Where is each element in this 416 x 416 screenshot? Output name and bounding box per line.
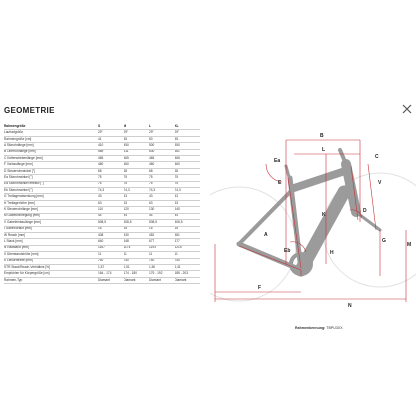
cell-value: 15 xyxy=(149,226,175,232)
cell-value: 460 xyxy=(98,162,124,168)
cell-value: Diamant xyxy=(124,277,150,283)
row-label: X Überstandshöhe [mm] xyxy=(4,252,98,258)
cell-value: 68 xyxy=(98,168,124,174)
cell-value: 508,5 xyxy=(149,220,175,226)
row-label: STR Stack/Reach-Verhältnis [%] xyxy=(4,264,98,270)
cell-value: 408 xyxy=(98,232,124,238)
geometry-table xyxy=(4,124,200,284)
cell-value: 452 xyxy=(149,232,175,238)
cell-value: 55 xyxy=(175,136,201,142)
label-f: F xyxy=(258,285,262,291)
column-header: Rahmengröße xyxy=(4,124,98,130)
cell-value: 465 xyxy=(175,156,201,162)
cell-value: 1193 xyxy=(149,245,175,251)
cell-value: 43 xyxy=(175,194,201,200)
cell-value: 677 xyxy=(149,239,175,245)
close-icon xyxy=(402,104,412,114)
cell-value: 1167 xyxy=(98,245,124,251)
cell-value: 450 xyxy=(124,143,150,149)
cell-value: 1,51 xyxy=(124,264,150,270)
frame-id-caption xyxy=(295,326,343,330)
cell-value: 15 xyxy=(124,226,150,232)
row-label: F Vorbaulänge [mm] xyxy=(4,162,98,168)
row-label: Ea Sitzrohrwinkel effektiv [°] xyxy=(4,181,98,187)
cell-value: 130 xyxy=(149,207,175,213)
cell-value: 740 xyxy=(175,258,201,264)
cell-value: 41 xyxy=(98,136,124,142)
label-n: N xyxy=(348,303,352,309)
cell-value: 661 xyxy=(175,149,201,155)
column-header: XL xyxy=(175,124,201,130)
dimension-lines xyxy=(215,140,406,302)
cell-value: 43 xyxy=(124,194,150,200)
cell-value: 68 xyxy=(124,168,150,174)
label-a: A xyxy=(264,232,268,238)
rear-wheel xyxy=(210,187,296,301)
cell-value: 43 xyxy=(98,194,124,200)
cell-value: 550 xyxy=(175,143,201,149)
row-label: A Sitzrohrlänge [mm] xyxy=(4,143,98,149)
cell-value: 29" xyxy=(175,130,201,136)
front-wheel xyxy=(323,173,416,287)
row-label: V Gabeleinbaulänge [mm] xyxy=(4,220,98,226)
cell-value: 75 xyxy=(98,181,124,187)
cell-value: 460 xyxy=(175,162,201,168)
cell-value: 174 - 180 xyxy=(124,271,150,277)
cell-value: 75 xyxy=(124,181,150,187)
label-l: L xyxy=(322,147,326,153)
cell-value: 63 xyxy=(175,200,201,206)
cell-value: 508,5 xyxy=(175,220,201,226)
row-label: G Tretlagerabsenkung [mm] xyxy=(4,194,98,200)
cell-value: 74,3 xyxy=(149,188,175,194)
cell-value: 508,5 xyxy=(124,220,150,226)
cell-value: 63 xyxy=(98,200,124,206)
row-label: Eb Sitzrohrwinkel [°] xyxy=(4,188,98,194)
table-row xyxy=(4,277,200,283)
label-k: K xyxy=(322,212,326,218)
label-m: M xyxy=(407,242,412,248)
row-label: I Gabelvorlauf [mm] xyxy=(4,226,98,232)
row-label: Laufradgröße xyxy=(4,130,98,136)
row-label: H Tretlagerhöhe [mm] xyxy=(4,200,98,206)
frame-id-value: TBPU3XX xyxy=(326,326,343,330)
cell-value: 1174 xyxy=(124,245,150,251)
label-ea: Ea xyxy=(274,158,281,164)
cell-value: 63 xyxy=(149,200,175,206)
cell-value: 648 xyxy=(124,239,150,245)
column-header: S xyxy=(98,124,124,130)
label-e: E xyxy=(278,180,282,186)
cell-value: 63 xyxy=(124,200,150,206)
cell-value: 1,57 xyxy=(98,264,124,270)
bike-geometry-diagram xyxy=(210,124,416,322)
label-d: D xyxy=(363,208,367,214)
cell-value: 164 - 174 xyxy=(98,271,124,277)
cell-value: 740 xyxy=(124,258,150,264)
cell-value: 481 xyxy=(175,232,201,238)
cell-value: 11 xyxy=(149,252,175,258)
cell-value: 68 xyxy=(149,168,175,174)
cell-value: 29" xyxy=(124,130,150,136)
cell-value: 465 xyxy=(149,156,175,162)
cell-value: 74,3 xyxy=(124,188,150,194)
label-b: B xyxy=(320,133,324,139)
cell-value: 611 xyxy=(124,149,150,155)
cell-value: 75 xyxy=(149,175,175,181)
cell-value: 140 xyxy=(175,207,201,213)
row-label: W Reach [mm] xyxy=(4,232,98,238)
cell-value: 508,5 xyxy=(98,220,124,226)
cell-value: 640 xyxy=(98,239,124,245)
row-label: C Kettenstrebenlänge [mm] xyxy=(4,156,98,162)
cell-value: 75 xyxy=(175,175,201,181)
cell-value: 460 xyxy=(149,162,175,168)
cell-value: 68 xyxy=(175,168,201,174)
cell-value: 465 xyxy=(98,156,124,162)
row-label: K Steuerrohrlänge [mm] xyxy=(4,207,98,213)
label-v: V xyxy=(378,180,382,186)
page-title: GEOMETRIE xyxy=(4,106,55,115)
cell-value: Diamant xyxy=(149,277,175,283)
cell-value: 740 xyxy=(98,258,124,264)
cell-value: 179 - 192 xyxy=(149,271,175,277)
cell-value: 630 xyxy=(149,149,175,155)
cell-value: 185 - 203 xyxy=(175,271,201,277)
cell-value: 44 xyxy=(124,213,150,219)
cell-value: 50 xyxy=(149,136,175,142)
cell-value: 74,3 xyxy=(98,188,124,194)
cell-value: 44 xyxy=(149,213,175,219)
row-label: Rahmen-Typ xyxy=(4,277,98,283)
row-label: D Steuerrohrwinkel [°] xyxy=(4,168,98,174)
cell-value: 43 xyxy=(149,194,175,200)
cell-value: 11 xyxy=(98,252,124,258)
cell-value: 75 xyxy=(149,181,175,187)
label-g: G xyxy=(382,238,386,244)
row-label: K Lenkerbreite [mm] xyxy=(4,258,98,264)
cell-value: 29" xyxy=(98,130,124,136)
cell-value: 44 xyxy=(98,213,124,219)
cell-value: 120 xyxy=(124,207,150,213)
cell-value: 44 xyxy=(175,213,201,219)
cell-value: 410 xyxy=(98,143,124,149)
cell-value: 460 xyxy=(124,162,150,168)
row-label: L Stack [mm] xyxy=(4,239,98,245)
label-eb: Eb xyxy=(284,248,291,254)
cell-value: 29" xyxy=(149,130,175,136)
cell-value: 15 xyxy=(175,226,201,232)
cell-value: 500 xyxy=(149,143,175,149)
close-button[interactable] xyxy=(402,104,412,114)
cell-value: 75 xyxy=(124,175,150,181)
row-label: M Gabelvorbiegung [mm] xyxy=(4,213,98,219)
row-label: N Radstand [mm] xyxy=(4,245,98,251)
cell-value: 677 xyxy=(175,239,201,245)
cell-value: 110 xyxy=(98,207,124,213)
cell-value: 740 xyxy=(149,258,175,264)
column-header: L xyxy=(149,124,175,130)
frame-id-label: Rahmenkennung: xyxy=(295,326,326,330)
cell-value: Diamant xyxy=(98,277,124,283)
cell-value: 1,41 xyxy=(175,264,201,270)
cell-value: 75 xyxy=(175,181,201,187)
column-header: M xyxy=(124,124,150,130)
row-label: Rahmengröße [cm] xyxy=(4,136,98,142)
cell-value: 465 xyxy=(124,156,150,162)
cell-value: 74,3 xyxy=(175,188,201,194)
row-label: Empfohlen für Körpergröße [cm] xyxy=(4,271,98,277)
cell-value: 75 xyxy=(98,175,124,181)
label-c: C xyxy=(375,154,379,160)
cell-value: 11 xyxy=(175,252,201,258)
cell-value: Diamant xyxy=(175,277,201,283)
row-label: B Oberrohrlänge [mm] xyxy=(4,149,98,155)
cell-value: 45 xyxy=(124,136,150,142)
cell-value: 1215 xyxy=(175,245,201,251)
label-h: H xyxy=(330,250,334,256)
row-label: Ea Sitzrohrwinkel [°] xyxy=(4,175,98,181)
cell-value: 589 xyxy=(98,149,124,155)
cell-value: 1,50 xyxy=(149,264,175,270)
cell-value: 430 xyxy=(124,232,150,238)
cell-value: 15 xyxy=(98,226,124,232)
cell-value: 11 xyxy=(124,252,150,258)
